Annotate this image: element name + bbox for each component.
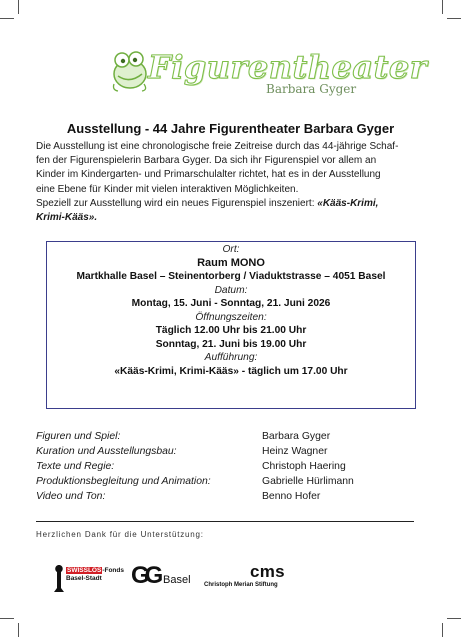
credit-role: Kuration und Ausstellungsbau: (36, 446, 177, 457)
divider (36, 521, 414, 522)
credit-name: Heinz Wagner (262, 446, 328, 457)
cms-mark: cms (250, 562, 285, 581)
credit-role: Video und Ton: (36, 491, 106, 502)
event-info-box (46, 241, 416, 409)
crop-mark (18, 0, 19, 14)
crop-mark (442, 623, 443, 637)
venue-address: Martkhalle Basel – Steinentorberg / Viaduktstrasse – 4051 Basel (76, 271, 386, 282)
credits-list (36, 429, 436, 504)
intro-line: Die Ausstellung ist eine chronologische freie Zeitreise durch das 44-jährige Schaf- (36, 141, 399, 152)
credit-name: Gabrielle Hürlimann (262, 476, 354, 487)
crop-mark (18, 623, 19, 637)
swisslos-fonds-text: -Fonds (102, 567, 124, 574)
figurentheater-logo (108, 44, 428, 106)
credit-row (36, 489, 436, 504)
cms-foundation-name: Christoph Merian Stiftung (204, 582, 278, 588)
logo-subline: Barbara Gyger (266, 82, 357, 96)
credit-name: Barbara Gyger (262, 431, 331, 442)
opening-hours-sunday: Sonntag, 21. Juni bis 19.00 Uhr (155, 338, 307, 350)
play-title: «Kääs-Krimi, (317, 197, 379, 209)
play-title: Krimi-Kääs». (36, 212, 98, 224)
credit-role: Figuren und Spiel: (36, 431, 121, 442)
credit-row (36, 459, 436, 474)
credit-row (36, 444, 436, 459)
intro-text: Speziell zur Ausstellung wird ein neues Figurenspiel inszeniert: (36, 197, 318, 209)
intro-line (36, 197, 428, 211)
credit-role: Produktionsbegleitung und Animation: (36, 476, 211, 487)
location-label: Ort: (222, 244, 240, 255)
credit-role: Texte und Regie: (36, 461, 115, 472)
page-title: Ausstellung - 44 Jahre Figurentheater Barbara Gyger (66, 121, 395, 136)
intro-line: fen der Figurenspielerin Barbara Gyger. Da sich ihr Figurenspiel vor allem an (36, 155, 377, 167)
opening-hours-label: Öffnungszeiten: (195, 311, 267, 323)
crop-mark (447, 18, 461, 19)
date-label: Datum: (214, 284, 248, 296)
thanks-note: Herzlichen Dank für die Unterstützung: (36, 530, 204, 539)
basel-staff-icon (52, 564, 66, 594)
credit-name: Benno Hofer (262, 491, 321, 502)
crop-mark (0, 618, 14, 619)
intro-line: Kinder im Kindergarten- und Primarschulalter richtet, hat es in der Ausstellung (36, 169, 381, 181)
swisslos-region: Basel-Stadt (66, 575, 102, 582)
ggg-basel-logo (131, 562, 193, 596)
intro-line: eine Ebene für Kinder mit vielen interaktiven Möglichkeiten. (36, 183, 299, 195)
logo-wordmark: Figurentheater (148, 48, 428, 86)
ggg-city: Basel (163, 574, 191, 586)
performance-info: «Kääs-Krimi, Krimi-Kääs» - täglich um 17.00 Uhr (114, 365, 348, 377)
swisslos-fonds-logo (52, 562, 124, 594)
crop-mark (0, 18, 14, 19)
cms-logo (204, 564, 294, 594)
event-dates: Montag, 15. Juni - Sonntag, 21. Juni 2026 (131, 298, 331, 309)
credit-name: Christoph Haering (262, 461, 346, 472)
credit-row (36, 429, 436, 444)
crop-mark (442, 0, 443, 14)
venue-name: Raum MONO (197, 256, 265, 269)
crop-mark (447, 618, 461, 619)
credit-row (36, 474, 436, 489)
intro-paragraph (36, 140, 428, 225)
swisslos-brand: SWISSLOS (67, 567, 102, 574)
opening-hours-daily: Täglich 12.00 Uhr bis 21.00 Uhr (155, 325, 307, 336)
ggg-mark: GG (131, 562, 159, 589)
performance-label: Aufführung: (204, 352, 258, 363)
